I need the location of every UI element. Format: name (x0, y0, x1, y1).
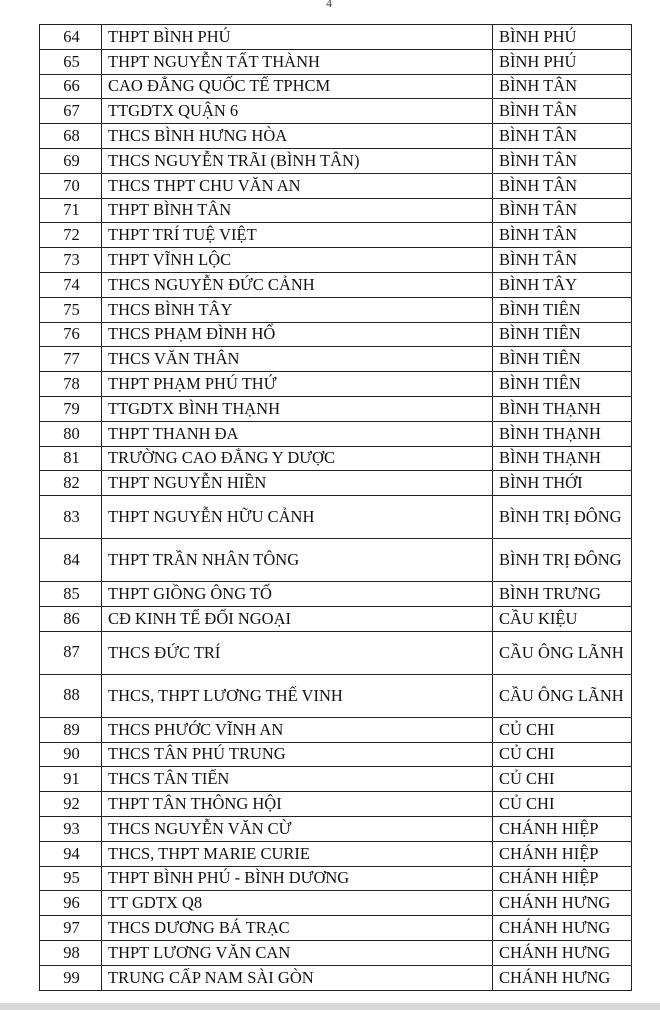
school-name-cell: THPT TRÍ TUỆ VIỆT (102, 223, 493, 248)
table-row (40, 717, 632, 742)
row-number-cell: 76 (40, 322, 102, 347)
ward-name-cell: BÌNH TRỊ ĐÔNG (493, 496, 632, 539)
page-bottom-edge (0, 1003, 660, 1010)
ward-name-cell: CỦ CHI (493, 792, 632, 817)
row-number-cell: 85 (40, 582, 102, 607)
ward-name-cell: CỦ CHI (493, 742, 632, 767)
ward-name-cell: BÌNH TÂN (493, 248, 632, 273)
table-row (40, 816, 632, 841)
row-number-cell: 84 (40, 539, 102, 582)
row-number-cell: 80 (40, 421, 102, 446)
table-body (40, 25, 632, 991)
row-number-cell: 83 (40, 496, 102, 539)
table-row (40, 198, 632, 223)
school-ward-table (39, 24, 632, 991)
row-number-cell: 72 (40, 223, 102, 248)
table-row (40, 891, 632, 916)
school-name-cell: THCS BÌNH HƯNG HÒA (102, 124, 493, 149)
school-name-cell: THPT NGUYỄN HỮU CẢNH (102, 496, 493, 539)
page-number-mark: 4 (326, 0, 332, 10)
ward-name-cell: BÌNH THẠNH (493, 421, 632, 446)
row-number-cell: 96 (40, 891, 102, 916)
table-row (40, 272, 632, 297)
row-number-cell: 87 (40, 631, 102, 674)
table-row (40, 767, 632, 792)
row-number-cell: 91 (40, 767, 102, 792)
row-number-cell: 90 (40, 742, 102, 767)
school-name-cell: THCS VĂN THÂN (102, 347, 493, 372)
school-name-cell: THPT NGUYỄN HIỀN (102, 471, 493, 496)
school-name-cell: CĐ KINH TẾ ĐỐI NGOẠI (102, 606, 493, 631)
ward-name-cell: BÌNH THẠNH (493, 396, 632, 421)
school-name-cell: TTGDTX QUẬN 6 (102, 99, 493, 124)
table-row (40, 674, 632, 717)
school-name-cell: THPT THANH ĐA (102, 421, 493, 446)
table-row (40, 347, 632, 372)
school-name-cell: THCS, THPT LƯƠNG THẾ VINH (102, 674, 493, 717)
row-number-cell: 79 (40, 396, 102, 421)
school-name-cell: TRƯỜNG CAO ĐẲNG Y DƯỢC (102, 446, 493, 471)
ward-name-cell: CẦU ÔNG LÃNH (493, 674, 632, 717)
table-row (40, 866, 632, 891)
ward-name-cell: BÌNH TÂN (493, 74, 632, 99)
school-name-cell: THPT BÌNH PHÚ (102, 25, 493, 50)
row-number-cell: 77 (40, 347, 102, 372)
ward-name-cell: BÌNH TÂN (493, 99, 632, 124)
ward-name-cell: CHÁNH HƯNG (493, 891, 632, 916)
ward-name-cell: CHÁNH HIỆP (493, 866, 632, 891)
table-row (40, 965, 632, 990)
school-name-cell: THPT TÂN THÔNG HỘI (102, 792, 493, 817)
ward-name-cell: BÌNH TÂN (493, 173, 632, 198)
row-number-cell: 69 (40, 148, 102, 173)
table-row (40, 446, 632, 471)
row-number-cell: 71 (40, 198, 102, 223)
table-row (40, 223, 632, 248)
school-name-cell: THCS, THPT MARIE CURIE (102, 841, 493, 866)
school-name-cell: THPT VĨNH LỘC (102, 248, 493, 273)
ward-name-cell: BÌNH TIÊN (493, 347, 632, 372)
row-number-cell: 98 (40, 940, 102, 965)
school-name-cell: THPT LƯƠNG VĂN CAN (102, 940, 493, 965)
row-number-cell: 93 (40, 816, 102, 841)
row-number-cell: 89 (40, 717, 102, 742)
ward-name-cell: BÌNH TÂN (493, 148, 632, 173)
row-number-cell: 67 (40, 99, 102, 124)
table-row (40, 421, 632, 446)
school-name-cell: THCS PHƯỚC VĨNH AN (102, 717, 493, 742)
ward-name-cell: CHÁNH HƯNG (493, 940, 632, 965)
ward-name-cell: BÌNH TIÊN (493, 297, 632, 322)
ward-name-cell: CẦU KIỆU (493, 606, 632, 631)
ward-name-cell: BÌNH PHÚ (493, 25, 632, 50)
table-row (40, 792, 632, 817)
table-row (40, 124, 632, 149)
row-number-cell: 70 (40, 173, 102, 198)
table-row (40, 322, 632, 347)
ward-name-cell: BÌNH TRƯNG (493, 582, 632, 607)
school-name-cell: THCS TÂN PHÚ TRUNG (102, 742, 493, 767)
row-number-cell: 94 (40, 841, 102, 866)
table-row (40, 742, 632, 767)
table-row (40, 471, 632, 496)
row-number-cell: 68 (40, 124, 102, 149)
table-row (40, 74, 632, 99)
ward-name-cell: CHÁNH HƯNG (493, 965, 632, 990)
table-row (40, 25, 632, 50)
table-row (40, 248, 632, 273)
school-name-cell: THPT BÌNH TÂN (102, 198, 493, 223)
table-row (40, 49, 632, 74)
school-name-cell: TRUNG CẤP NAM SÀI GÒN (102, 965, 493, 990)
school-name-cell: THPT TRẦN NHÂN TÔNG (102, 539, 493, 582)
school-name-cell: THPT NGUYỄN TẤT THÀNH (102, 49, 493, 74)
school-name-cell: THCS PHẠM ĐÌNH HỔ (102, 322, 493, 347)
table-row (40, 582, 632, 607)
table-row (40, 606, 632, 631)
table-row (40, 496, 632, 539)
ward-name-cell: CẦU ÔNG LÃNH (493, 631, 632, 674)
row-number-cell: 82 (40, 471, 102, 496)
ward-name-cell: BÌNH TIÊN (493, 372, 632, 397)
school-name-cell: THCS NGUYỄN VĂN CỪ (102, 816, 493, 841)
table-row (40, 372, 632, 397)
school-name-cell: THCS NGUYỄN ĐỨC CẢNH (102, 272, 493, 297)
row-number-cell: 86 (40, 606, 102, 631)
row-number-cell: 74 (40, 272, 102, 297)
row-number-cell: 78 (40, 372, 102, 397)
school-name-cell: THCS THPT CHU VĂN AN (102, 173, 493, 198)
ward-name-cell: BÌNH TÂN (493, 198, 632, 223)
ward-name-cell: CHÁNH HƯNG (493, 916, 632, 941)
ward-name-cell: CHÁNH HIỆP (493, 841, 632, 866)
ward-name-cell: BÌNH TIÊN (493, 322, 632, 347)
table-row (40, 173, 632, 198)
school-name-cell: TTGDTX BÌNH THẠNH (102, 396, 493, 421)
row-number-cell: 65 (40, 49, 102, 74)
school-name-cell: TT GDTX Q8 (102, 891, 493, 916)
table-row (40, 99, 632, 124)
ward-name-cell: BÌNH TRỊ ĐÔNG (493, 539, 632, 582)
ward-name-cell: BÌNH PHÚ (493, 49, 632, 74)
row-number-cell: 66 (40, 74, 102, 99)
row-number-cell: 64 (40, 25, 102, 50)
ward-name-cell: CỦ CHI (493, 717, 632, 742)
school-name-cell: CAO ĐẲNG QUỐC TẾ TPHCM (102, 74, 493, 99)
table-row (40, 841, 632, 866)
row-number-cell: 92 (40, 792, 102, 817)
row-number-cell: 81 (40, 446, 102, 471)
school-name-cell: THCS ĐỨC TRÍ (102, 631, 493, 674)
ward-name-cell: BÌNH THỚI (493, 471, 632, 496)
ward-name-cell: BÌNH TÂN (493, 223, 632, 248)
row-number-cell: 73 (40, 248, 102, 273)
table-row (40, 916, 632, 941)
table-row (40, 631, 632, 674)
school-name-cell: THCS NGUYỄN TRÃI (BÌNH TÂN) (102, 148, 493, 173)
ward-name-cell: BÌNH TÂY (493, 272, 632, 297)
ward-name-cell: CỦ CHI (493, 767, 632, 792)
ward-name-cell: BÌNH THẠNH (493, 446, 632, 471)
school-name-cell: THCS BÌNH TÂY (102, 297, 493, 322)
table-row (40, 396, 632, 421)
school-name-cell: THPT PHẠM PHÚ THỨ (102, 372, 493, 397)
table-row (40, 940, 632, 965)
school-name-cell: THPT BÌNH PHÚ - BÌNH DƯƠNG (102, 866, 493, 891)
ward-name-cell: CHÁNH HIỆP (493, 816, 632, 841)
row-number-cell: 95 (40, 866, 102, 891)
school-name-cell: THCS DƯƠNG BÁ TRẠC (102, 916, 493, 941)
table-row (40, 297, 632, 322)
school-name-cell: THPT GIỒNG ÔNG TỐ (102, 582, 493, 607)
row-number-cell: 99 (40, 965, 102, 990)
table-row (40, 539, 632, 582)
row-number-cell: 75 (40, 297, 102, 322)
ward-name-cell: BÌNH TÂN (493, 124, 632, 149)
table-row (40, 148, 632, 173)
row-number-cell: 88 (40, 674, 102, 717)
row-number-cell: 97 (40, 916, 102, 941)
school-name-cell: THCS TÂN TIẾN (102, 767, 493, 792)
